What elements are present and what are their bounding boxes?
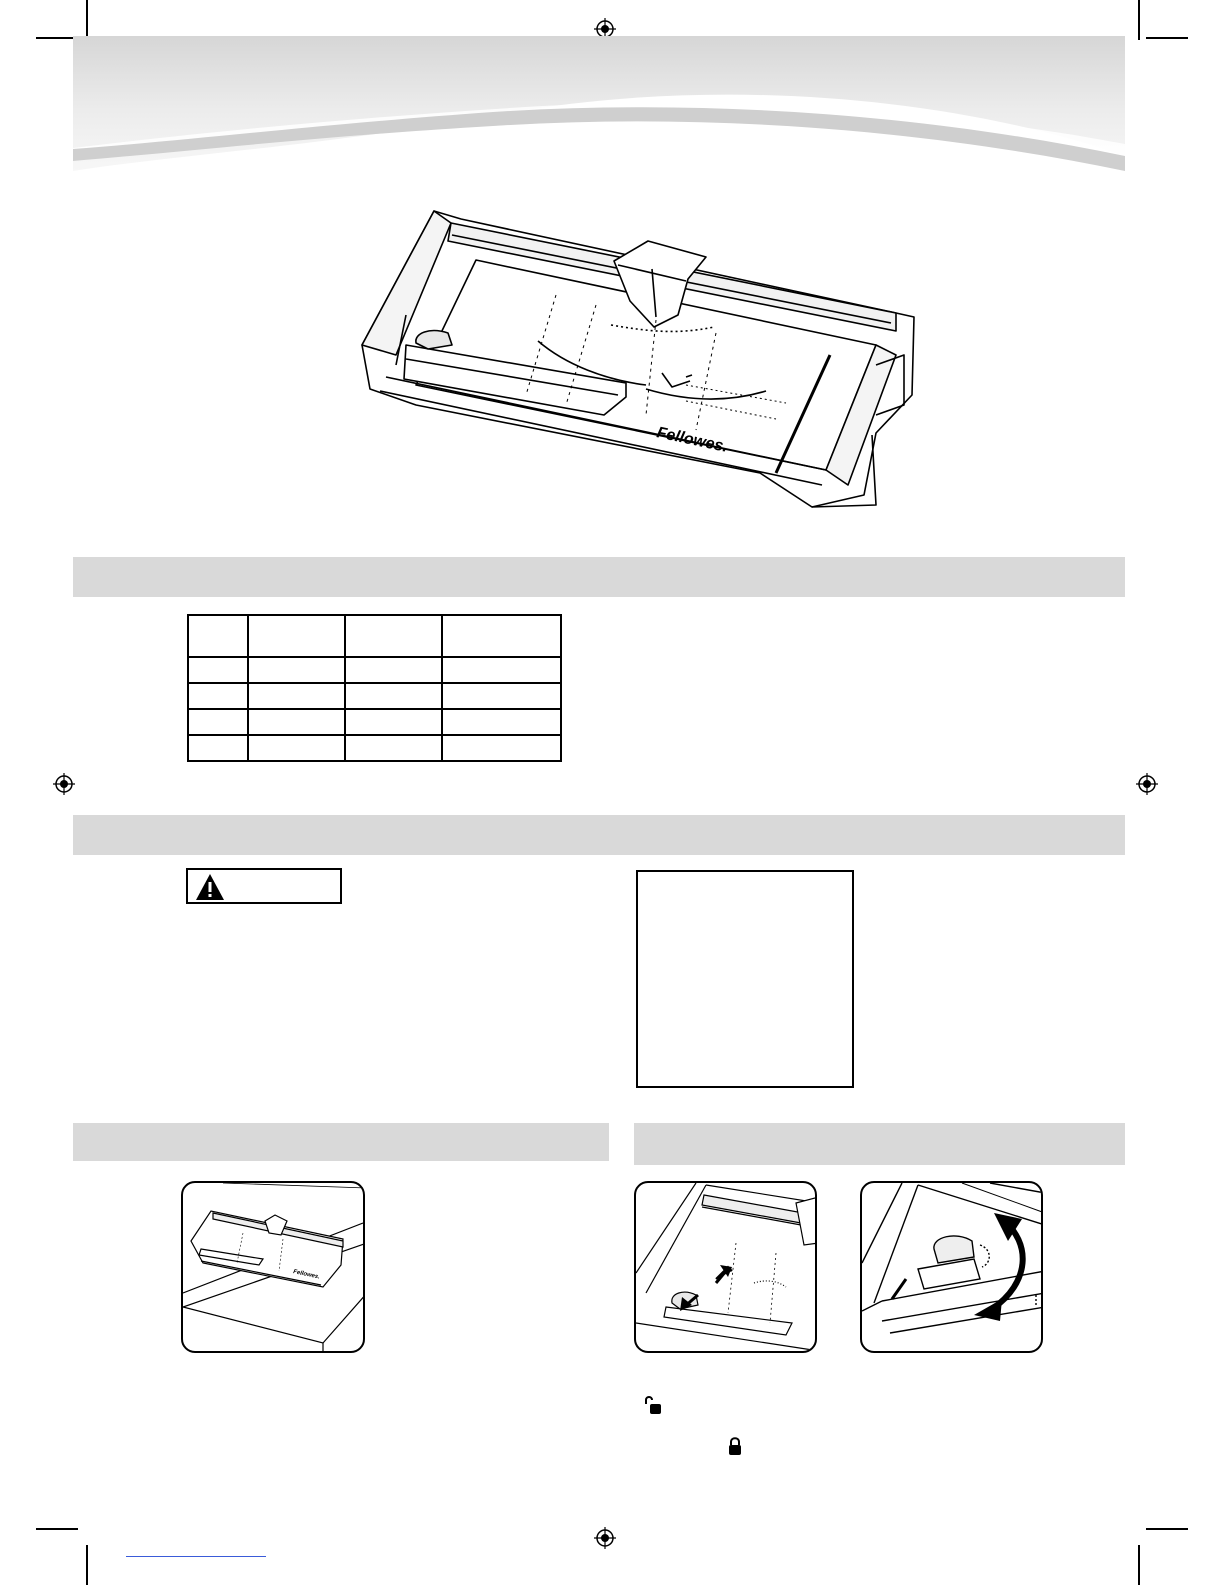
- crop-mark: [86, 0, 88, 40]
- paper-trimmer-illustration: [356, 205, 922, 523]
- table-cell: [345, 615, 442, 657]
- brand-label: Fellowes.: [292, 1269, 321, 1281]
- table-cell: [345, 735, 442, 761]
- table-row: [188, 709, 561, 735]
- table-row: [188, 657, 561, 683]
- crop-mark: [1146, 37, 1188, 39]
- table-cell: [442, 683, 561, 709]
- section-header-band: [73, 1123, 609, 1161]
- table-cell: [442, 709, 561, 735]
- brand-label: Fellowes.: [655, 424, 730, 456]
- table-cell: [345, 683, 442, 709]
- registration-mark-icon: [1136, 773, 1158, 795]
- table-cell: [188, 615, 248, 657]
- specification-table: [187, 614, 562, 762]
- table-cell: [442, 657, 561, 683]
- table-cell: [442, 735, 561, 761]
- crop-mark: [36, 37, 78, 39]
- table-cell: [345, 657, 442, 683]
- crop-mark: [1146, 1528, 1188, 1530]
- section-header-band: [73, 815, 1125, 855]
- table-row: [188, 683, 561, 709]
- table-cell: [188, 657, 248, 683]
- crop-mark: [36, 1528, 78, 1530]
- table-cell: [345, 709, 442, 735]
- header-wave-banner: [73, 36, 1125, 176]
- table-row: [188, 735, 561, 761]
- crop-mark: [86, 1545, 88, 1585]
- section-header-band: [73, 557, 1125, 597]
- crop-mark: [1138, 1545, 1140, 1585]
- registration-mark-icon: [594, 1527, 616, 1549]
- table-cell: [188, 709, 248, 735]
- table-cell: [442, 615, 561, 657]
- locked-padlock-icon: [727, 1436, 743, 1456]
- warning-triangle-icon: [194, 872, 226, 902]
- section-header-band: [634, 1123, 1125, 1165]
- illustration-panel-lock-knob: [860, 1181, 1043, 1353]
- table-cell: [248, 657, 345, 683]
- table-cell: [248, 735, 345, 761]
- illustration-panel-placement: [181, 1181, 365, 1353]
- unlocked-padlock-icon: [641, 1394, 663, 1416]
- illustration-panel-clamp-arm: [634, 1181, 817, 1353]
- table-cell: [248, 683, 345, 709]
- crop-mark: [1138, 0, 1140, 40]
- safety-info-box: [636, 870, 854, 1088]
- warning-label-box: [186, 868, 342, 904]
- table-header-row: [188, 615, 561, 657]
- table-cell: [248, 615, 345, 657]
- table-cell: [188, 683, 248, 709]
- table-cell: [248, 709, 345, 735]
- table-cell: [188, 735, 248, 761]
- registration-underline: [126, 1556, 266, 1557]
- registration-mark-icon: [53, 773, 75, 795]
